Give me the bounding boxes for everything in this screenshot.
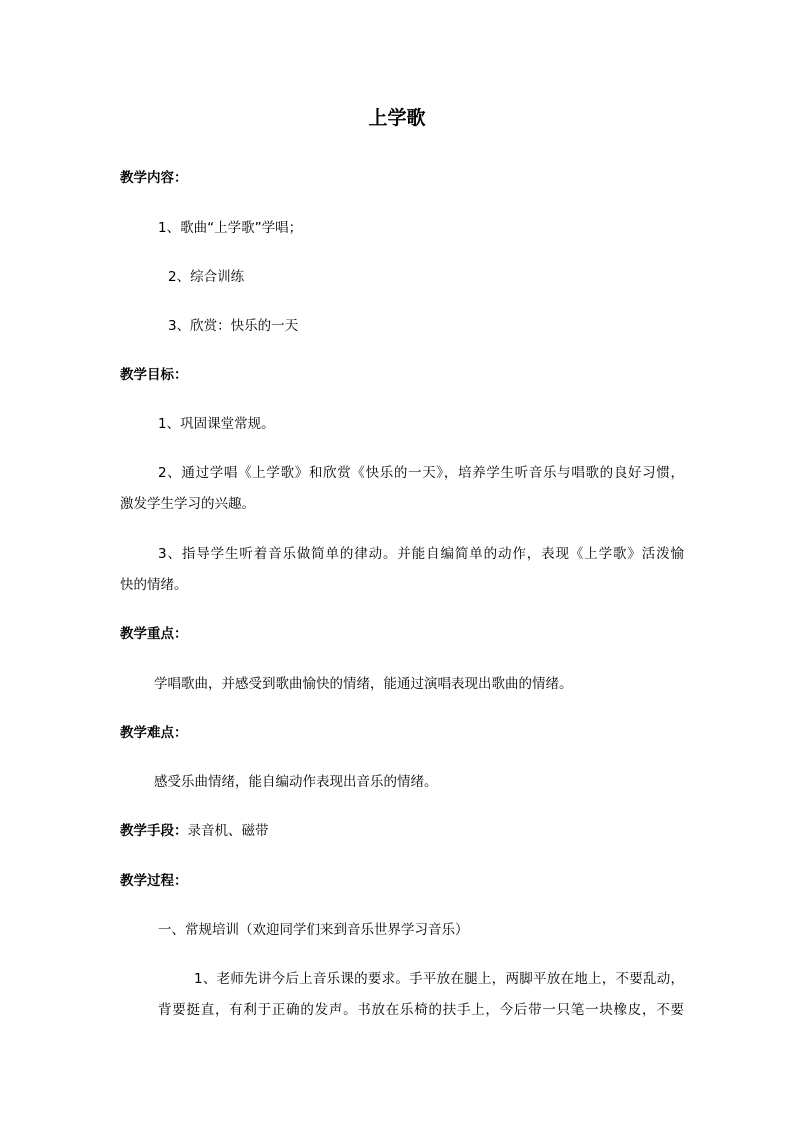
- difficulty-heading: 教学难点：: [120, 725, 188, 741]
- difficulty-text: 感受乐曲情绪，能自编动作表现出音乐的情绪。: [154, 774, 438, 790]
- content-item-3: 3、欣赏：快乐的一天: [168, 318, 299, 334]
- goal-1: 1、巩固课堂常规。: [158, 416, 275, 432]
- process-heading: 教学过程：: [120, 873, 188, 889]
- content-item-1: 1、歌曲“上学歌”学唱；: [158, 220, 303, 236]
- process-step-1: 一、常规培训（欢迎同学们来到音乐世界学习音乐）: [158, 922, 469, 938]
- goal-2-line-2: 激发学生学习的兴趣。: [120, 496, 255, 512]
- key-heading: 教学重点：: [120, 626, 188, 642]
- means-label: 教学手段：: [120, 823, 188, 839]
- document-title: 上学歌: [368, 107, 426, 129]
- key-text: 学唱歌曲，并感受到歌曲愉快的情绪，能通过演唱表现出歌曲的情绪。: [154, 676, 573, 692]
- content-item-2: 2、综合训练: [168, 269, 245, 285]
- means-text: 录音机、磁带: [187, 823, 269, 839]
- process-1-line-2: 背要挺直，有利于正确的发声。书放在乐椅的扶手上，今后带一只笔一块橡皮，不要: [158, 1002, 684, 1018]
- goal-3-line-1: 3、指导学生听着音乐做简单的律动。并能自编简单的动作，表现《上学歌》活泼愉: [158, 546, 684, 562]
- goal-2-line-1: 2、通过学唱《上学歌》和欣赏《快乐的一天》，培养学生听音乐与唱歌的良好习惯，: [158, 465, 684, 481]
- goal-3-line-2: 快的情绪。: [120, 577, 188, 593]
- means-line: [120, 821, 684, 841]
- goals-heading: 教学目标：: [120, 367, 188, 383]
- content-heading: 教学内容：: [120, 170, 188, 186]
- process-1-line-1: 1、老师先讲今后上音乐课的要求。手平放在腿上，两脚平放在地上，不要乱动，: [194, 971, 684, 987]
